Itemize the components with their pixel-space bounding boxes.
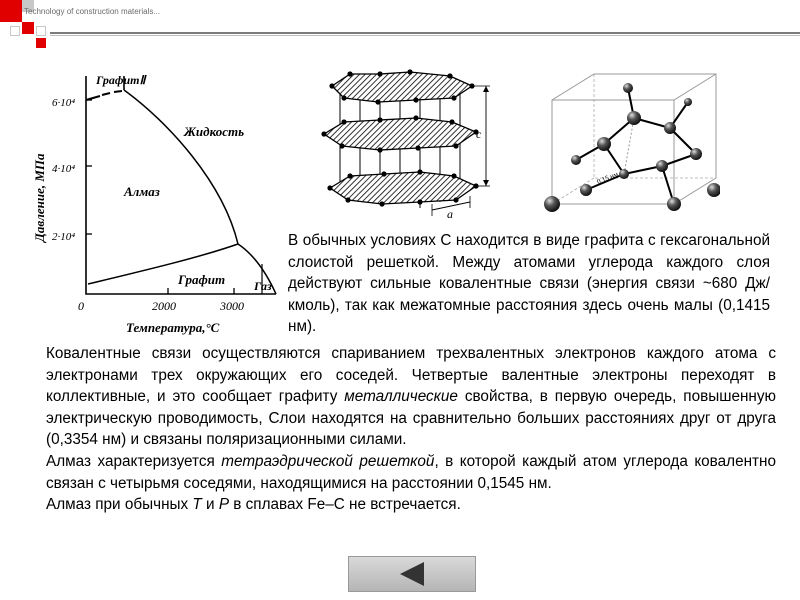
y-tick-label: 4·10⁴	[52, 163, 76, 175]
symbol-T: T	[192, 496, 202, 514]
region-label-graphite: Графит	[178, 272, 226, 287]
symbol-P: P	[218, 496, 230, 514]
header-decoration-white-2	[36, 26, 46, 36]
region-label-diamond: Алмаз	[124, 184, 160, 199]
header-decoration-white-1	[10, 26, 20, 36]
bond-length-label: 0,15 нм	[595, 170, 620, 186]
x-tick-label: 2000	[152, 299, 176, 313]
emphasis-tetrahedral: тетраэдрической решеткой	[221, 452, 435, 470]
back-arrow-icon	[400, 562, 424, 586]
region-label-liquid: Жидкость	[184, 124, 245, 139]
graphite-lattice-figure	[320, 68, 495, 220]
header-rule	[50, 32, 800, 34]
back-button[interactable]	[348, 556, 476, 592]
main-text	[46, 343, 776, 516]
dimension-label-a: a	[447, 207, 453, 220]
paragraph-covalent-bonds: Ковалентные связи осуществляются спариванием трехвалентных электронов каждого атома с электронами трех окружающих его соседей. Четвертые валентные электроны переходят в коллективные, и это сообщает графиту металлические свойства, в первую очередь, повышенную электрическую проводимость, Слои находятся на сравнительно больших расстояниях друг от друга (0,3354 нм) и связаны поляризационными силами.	[46, 345, 776, 449]
watermark-text: Technology of construction materials...	[24, 7, 161, 16]
dimension-label-c: c	[476, 127, 482, 141]
graphite-description: В обычных условиях С находится в виде графита с гексагональной слоистой решеткой. Между атомами углерода каждого слоя действуют сильные ковалентные связи (энергия связи ~680 Дж/кмоль), так как межатомные расстояния здесь очень малы (0,1415 нм).	[288, 232, 770, 335]
header-rule-thin	[50, 35, 800, 36]
y-tick-label: 2·10⁴	[52, 231, 76, 243]
header-decoration-red-1	[0, 0, 22, 22]
header-decoration-red-2	[22, 22, 34, 34]
x-axis-label: Температура,°С	[126, 320, 220, 335]
region-label-gas: Газ	[254, 279, 272, 293]
diamond-lattice-figure	[538, 70, 720, 222]
x-tick-label: 3000	[220, 299, 244, 313]
header-decoration-red-3	[36, 38, 46, 48]
y-axis-label: Давление, МПа	[32, 153, 47, 242]
y-tick-label: 6·10⁴	[52, 97, 76, 109]
carbon-phase-diagram	[28, 62, 284, 342]
paragraph-diamond-alloys: Алмаз при обычных T и P в сплавах Fe–C не встречается.	[46, 496, 461, 514]
emphasis-metallic: металлические	[344, 388, 458, 406]
paragraph-diamond: Алмаз характеризуется тетраэдрической решеткой, в которой каждый атом углерода ковалентно связан с четырьмя соседями, находящимися на расстоянии 0,1545 нм.	[46, 452, 776, 492]
region-label-graphite2: ГрафитⅡ	[96, 73, 146, 87]
x-tick-label: 0	[78, 299, 84, 313]
